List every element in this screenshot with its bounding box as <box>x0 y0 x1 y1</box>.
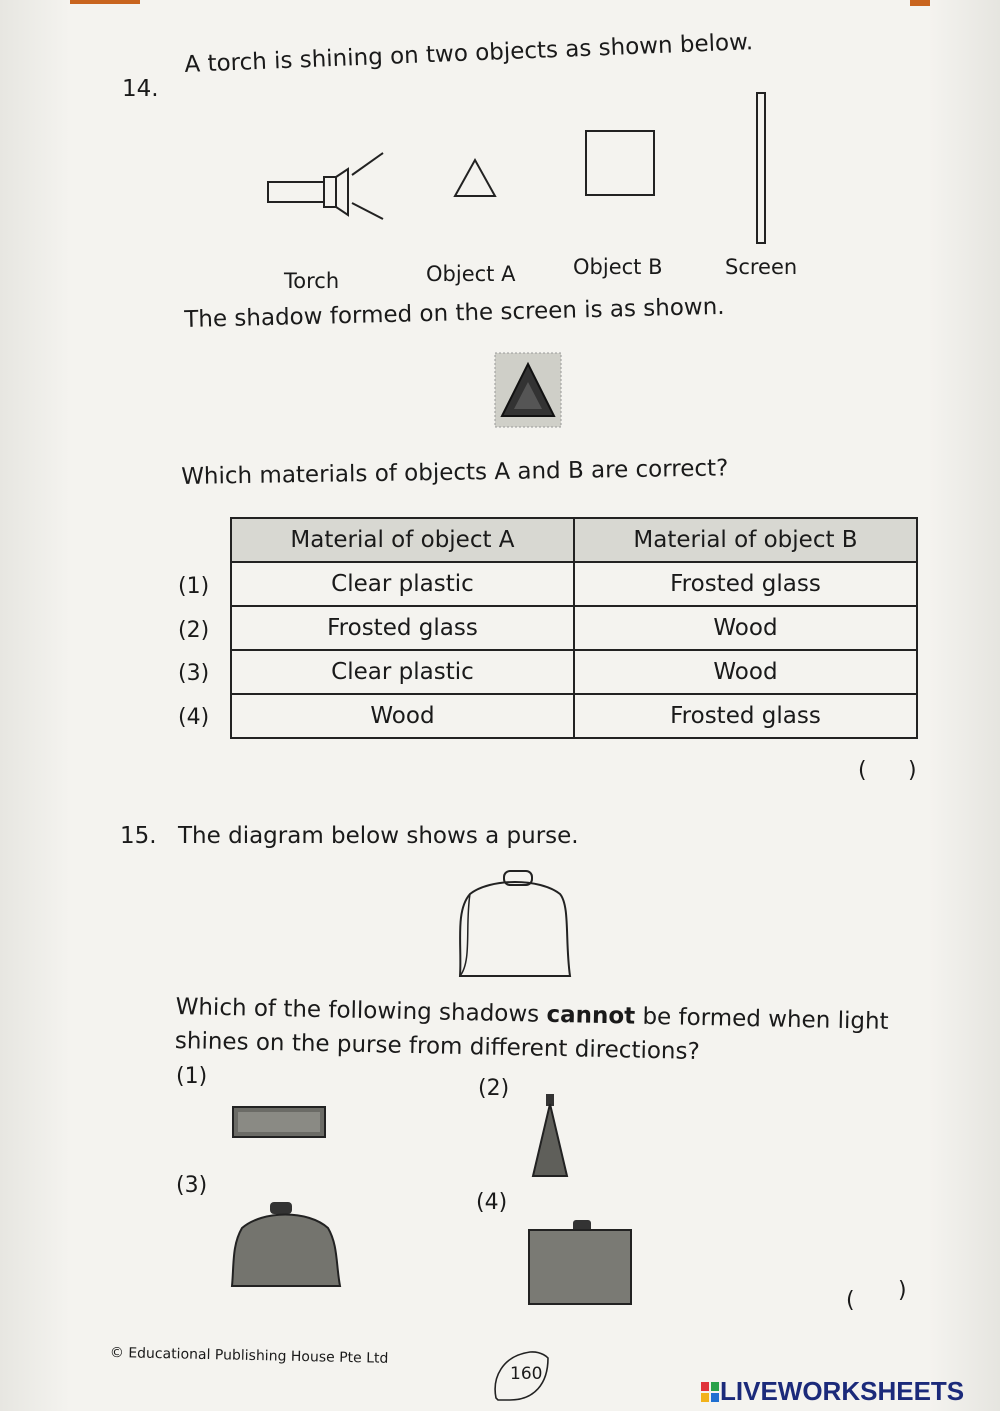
liveworksheets-logo-icon <box>700 1380 720 1404</box>
label-torch: Torch <box>284 269 340 293</box>
cell-a: Clear plastic <box>231 650 574 694</box>
brand-text: LIVEWORKSHEETS <box>720 1376 965 1406</box>
object-b-square <box>586 131 654 195</box>
answer-close-paren: ) <box>908 758 917 783</box>
q15-question-post: be formed when light shines on the purse from different directions? <box>174 1003 889 1065</box>
table-row <box>231 694 917 738</box>
q14-answer-box[interactable] <box>858 758 920 788</box>
materials-table <box>230 517 918 739</box>
q15-question-pre: Which of the following shadows <box>175 993 547 1028</box>
label-object-a: Object A <box>426 262 516 286</box>
option-label-3: (3) <box>176 1173 208 1198</box>
shadow-option-1-rectangle[interactable] <box>230 1104 330 1142</box>
torch-icon <box>268 153 383 219</box>
q14-shadow-text: The shadow formed on the screen is as shown. <box>184 293 725 333</box>
option-number: (1) <box>178 574 210 599</box>
q15-text: The diagram below shows a purse. <box>178 823 579 849</box>
q14-text: A torch is shining on two objects as shown below. <box>184 29 754 78</box>
header-object-a: Material of object A <box>231 518 574 562</box>
cell-b: Frosted glass <box>574 694 917 738</box>
option-label-2: (2) <box>478 1076 510 1101</box>
table-row <box>231 650 917 694</box>
option-number: (3) <box>178 661 210 686</box>
cell-b: Frosted glass <box>574 562 917 606</box>
option-number: (2) <box>178 618 210 643</box>
option-label-4: (4) <box>476 1190 508 1215</box>
purse-diagram <box>450 866 580 991</box>
q15-question-bold: cannot <box>546 1001 636 1030</box>
shadow-triangle-figure <box>494 352 564 430</box>
table-row <box>231 606 917 650</box>
object-a-triangle <box>455 160 495 196</box>
top-accent-right <box>910 0 930 6</box>
cell-a: Clear plastic <box>231 562 574 606</box>
answer-open-paren: ( <box>858 758 867 783</box>
table-row <box>231 562 917 606</box>
shadow-option-4-square[interactable] <box>525 1218 637 1308</box>
page-edge-right <box>930 0 1000 1411</box>
copyright-text: © Educational Publishing House Pte Ltd <box>109 1345 389 1367</box>
option-number: (4) <box>178 705 210 730</box>
shadow-option-3-purse[interactable] <box>228 1200 342 1290</box>
answer-open-paren: ( <box>846 1288 855 1313</box>
screen <box>757 93 765 243</box>
cell-b: Wood <box>574 650 917 694</box>
cell-a: Wood <box>231 694 574 738</box>
liveworksheets-logo <box>700 1376 964 1407</box>
option-label-1: (1) <box>176 1064 208 1089</box>
shadow-option-2-triangle[interactable] <box>525 1092 575 1180</box>
cell-b: Wood <box>574 606 917 650</box>
cell-a: Frosted glass <box>231 606 574 650</box>
top-accent-left <box>70 0 140 4</box>
q14-number: 14. <box>122 76 159 102</box>
q14-question: Which materials of objects A and B are correct? <box>181 455 729 490</box>
label-object-b: Object B <box>573 255 663 279</box>
table-header-row <box>231 518 917 562</box>
page-number: 160 <box>510 1364 543 1384</box>
header-object-b: Material of object B <box>574 518 917 562</box>
q15-answer-box[interactable] <box>846 1278 912 1320</box>
page-edge-left <box>0 0 70 1411</box>
answer-close-paren: ) <box>898 1278 907 1303</box>
q15-number: 15. <box>120 823 157 849</box>
label-screen: Screen <box>725 255 798 279</box>
